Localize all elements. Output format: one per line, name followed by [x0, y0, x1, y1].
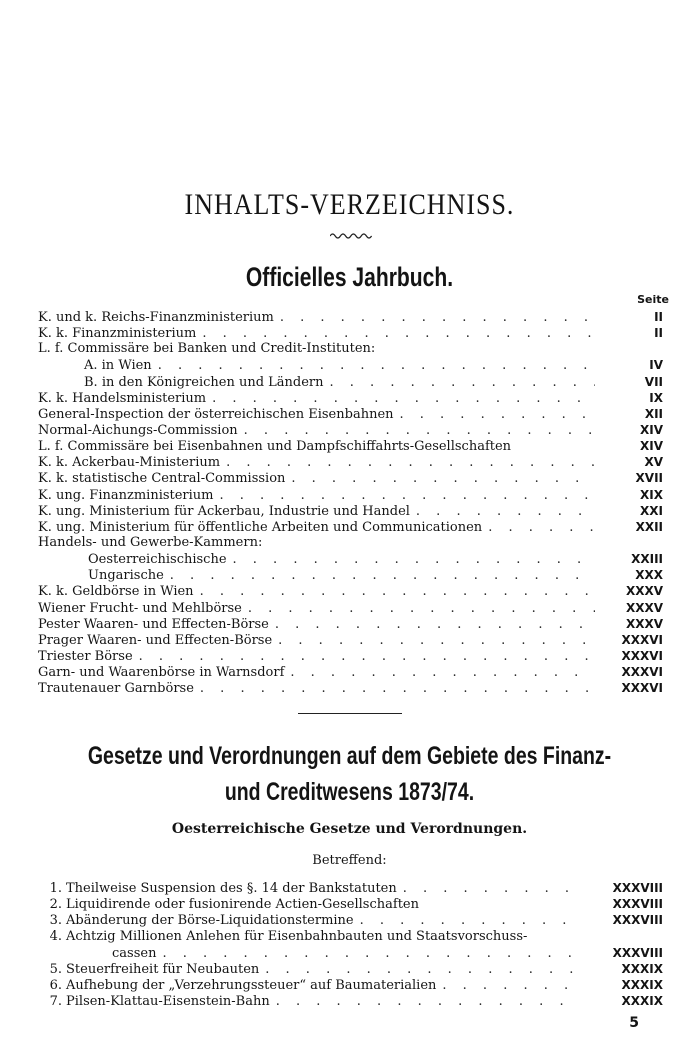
law-entry[interactable]: 1. Theilweise Suspension des §. 14 der Bankstatuten . . . XXXVIII [40, 880, 663, 896]
subsection-title: Oesterreichische Gesetze und Verordnungen. [171, 821, 528, 837]
page-ref: XIX [640, 487, 663, 502]
page-ref: XVII [635, 471, 663, 486]
toc-entry[interactable]: Wiener Frucht- und Mehlbörse . . . XXXV [38, 600, 663, 616]
section-title-gesetze-line1: Gesetze und Verordnungen auf dem Gebiete des Finanz- [87, 742, 612, 770]
toc-entry[interactable]: Garn- und Waarenbörse in Warnsdorf . . . XXXVI [38, 664, 663, 680]
section-title-jahrbuch: Officielles Jahrbuch. [245, 262, 454, 292]
page-ref: XV [644, 455, 663, 470]
toc-entry[interactable]: K. k. Handelsministerium . . . IX [38, 390, 663, 406]
law-entry[interactable]: 7. Pilsen-Klattau-Eisenstein-Bahn . . . XXXIX [40, 993, 663, 1009]
law-entry-continuation[interactable]: cassen . . . XXXVIII [40, 945, 663, 961]
page-ref: XXXIX [621, 978, 663, 993]
page-ref: XXXVI [621, 632, 663, 647]
page-ref: XXXVIII [612, 945, 663, 960]
toc-entry[interactable]: General-Inspection der österreichischen Eisenbahnen . . . XII [38, 406, 663, 422]
page-ref: XIV [639, 422, 663, 437]
toc-entry[interactable]: K. ung. Ministerium für Ackerbau, Industrie und Handel . . . XXI [38, 503, 663, 519]
law-entry[interactable]: 4. Achtzig Millionen Anlehen für Eisenbahnbauten und Staatsvorschuss- [49, 928, 528, 944]
toc-entry[interactable]: Prager Waaren- und Effecten-Börse . . . XXXVI [38, 632, 663, 648]
seite-label: Seite [637, 293, 669, 306]
section-title-gesetze-line2: und Creditwesens 1873/74. [224, 778, 475, 806]
toc-entry[interactable]: K. k. Finanzministerium . . . II [38, 325, 663, 341]
page-number: 5 [629, 1015, 639, 1031]
page-ref: XIV [639, 439, 663, 454]
page-ref: XXXV [625, 616, 663, 631]
page-ref: XXXVIII [612, 913, 663, 928]
toc-entry[interactable]: Normal-Aichungs-Commission . . . XIV [38, 422, 663, 438]
page-ref: XXXV [625, 600, 663, 615]
law-entry[interactable]: 2. Liquidirende oder fusionirende Actien-Gesellschaften XXXVIII [49, 897, 663, 913]
toc-group-heading: L. f. Commissäre bei Banken und Credit-Instituten: [38, 341, 376, 357]
page-ref: IV [649, 358, 663, 373]
law-entry[interactable]: 6. Aufhebung der „Verzehrungssteuer“ auf Baumaterialien . . . XXXIX [40, 977, 663, 993]
page-ref: XXII [635, 519, 663, 534]
toc-entry[interactable]: B. in den Königreichen und Ländern . . . VII [38, 374, 663, 390]
law-list [40, 880, 663, 1010]
toc-entry[interactable]: K. ung. Finanzministerium . . . XIX [38, 487, 663, 503]
page-ref: XXXVI [621, 665, 663, 680]
toc-entry[interactable]: Oesterreichischische . . . XXIII [38, 551, 663, 567]
page-ref: XXXIX [621, 961, 663, 976]
page-title: INHALTS-VERZEICHNISS. [184, 187, 515, 222]
toc-entry[interactable]: Trautenauer Garnbörse . . . XXXVI [38, 680, 663, 696]
ornament-squiggle [330, 232, 372, 240]
page-ref: XXI [640, 503, 663, 518]
page-ref: XXXIX [621, 994, 663, 1009]
page-ref: XXXVI [621, 648, 663, 663]
toc-entry[interactable]: A. in Wien . . . IV [38, 357, 663, 373]
page-ref: IX [649, 390, 663, 405]
page-ref: II [654, 326, 663, 341]
page-ref: XXXV [625, 584, 663, 599]
toc-entry[interactable]: L. f. Commissäre bei Eisenbahnen und Dampfschiffahrts-Gesellschaften XIV [38, 439, 663, 455]
toc-entry[interactable]: K. k. Ackerbau-Ministerium . . . XV [38, 454, 663, 470]
toc-entry[interactable]: K. ung. Ministerium für öffentliche Arbeiten und Communicationen . . . XXII [38, 519, 663, 535]
toc-entry[interactable]: Pester Waaren- und Effecten-Börse . . . XXXV [38, 616, 663, 632]
page-ref: XII [644, 406, 663, 421]
section-divider [298, 713, 402, 714]
page-ref: XXXVIII [612, 897, 663, 912]
page-ref: XXXVIII [612, 881, 663, 895]
page-ref: XXXVI [621, 681, 663, 696]
toc-entry[interactable]: K. k. Geldbörse in Wien . . . XXXV [38, 583, 663, 599]
toc-entry[interactable]: K. k. statistische Central-Commission . . . XVII [38, 470, 663, 486]
page-ref: XXX [635, 568, 663, 583]
betreffend-label: Betreffend: [312, 853, 387, 868]
toc-entry[interactable]: Ungarische . . . XXX [38, 567, 663, 583]
toc-group-heading: Handels- und Gewerbe-Kammern: [38, 534, 263, 550]
page-ref: VII [644, 374, 663, 389]
law-entry[interactable]: 5. Steuerfreiheit für Neubauten . . . XXXIX [40, 961, 663, 977]
toc-list [38, 309, 663, 696]
toc-entry[interactable]: Triester Börse . . . XXXVI [38, 648, 663, 664]
toc-entry[interactable]: K. und k. Reichs-Finanzministerium . . . II [38, 309, 663, 325]
page-ref: II [654, 310, 663, 324]
law-entry[interactable]: 3. Abänderung der Börse-Liquidationstermine . . . XXXVIII [40, 912, 663, 928]
page-ref: XXIII [631, 552, 663, 567]
